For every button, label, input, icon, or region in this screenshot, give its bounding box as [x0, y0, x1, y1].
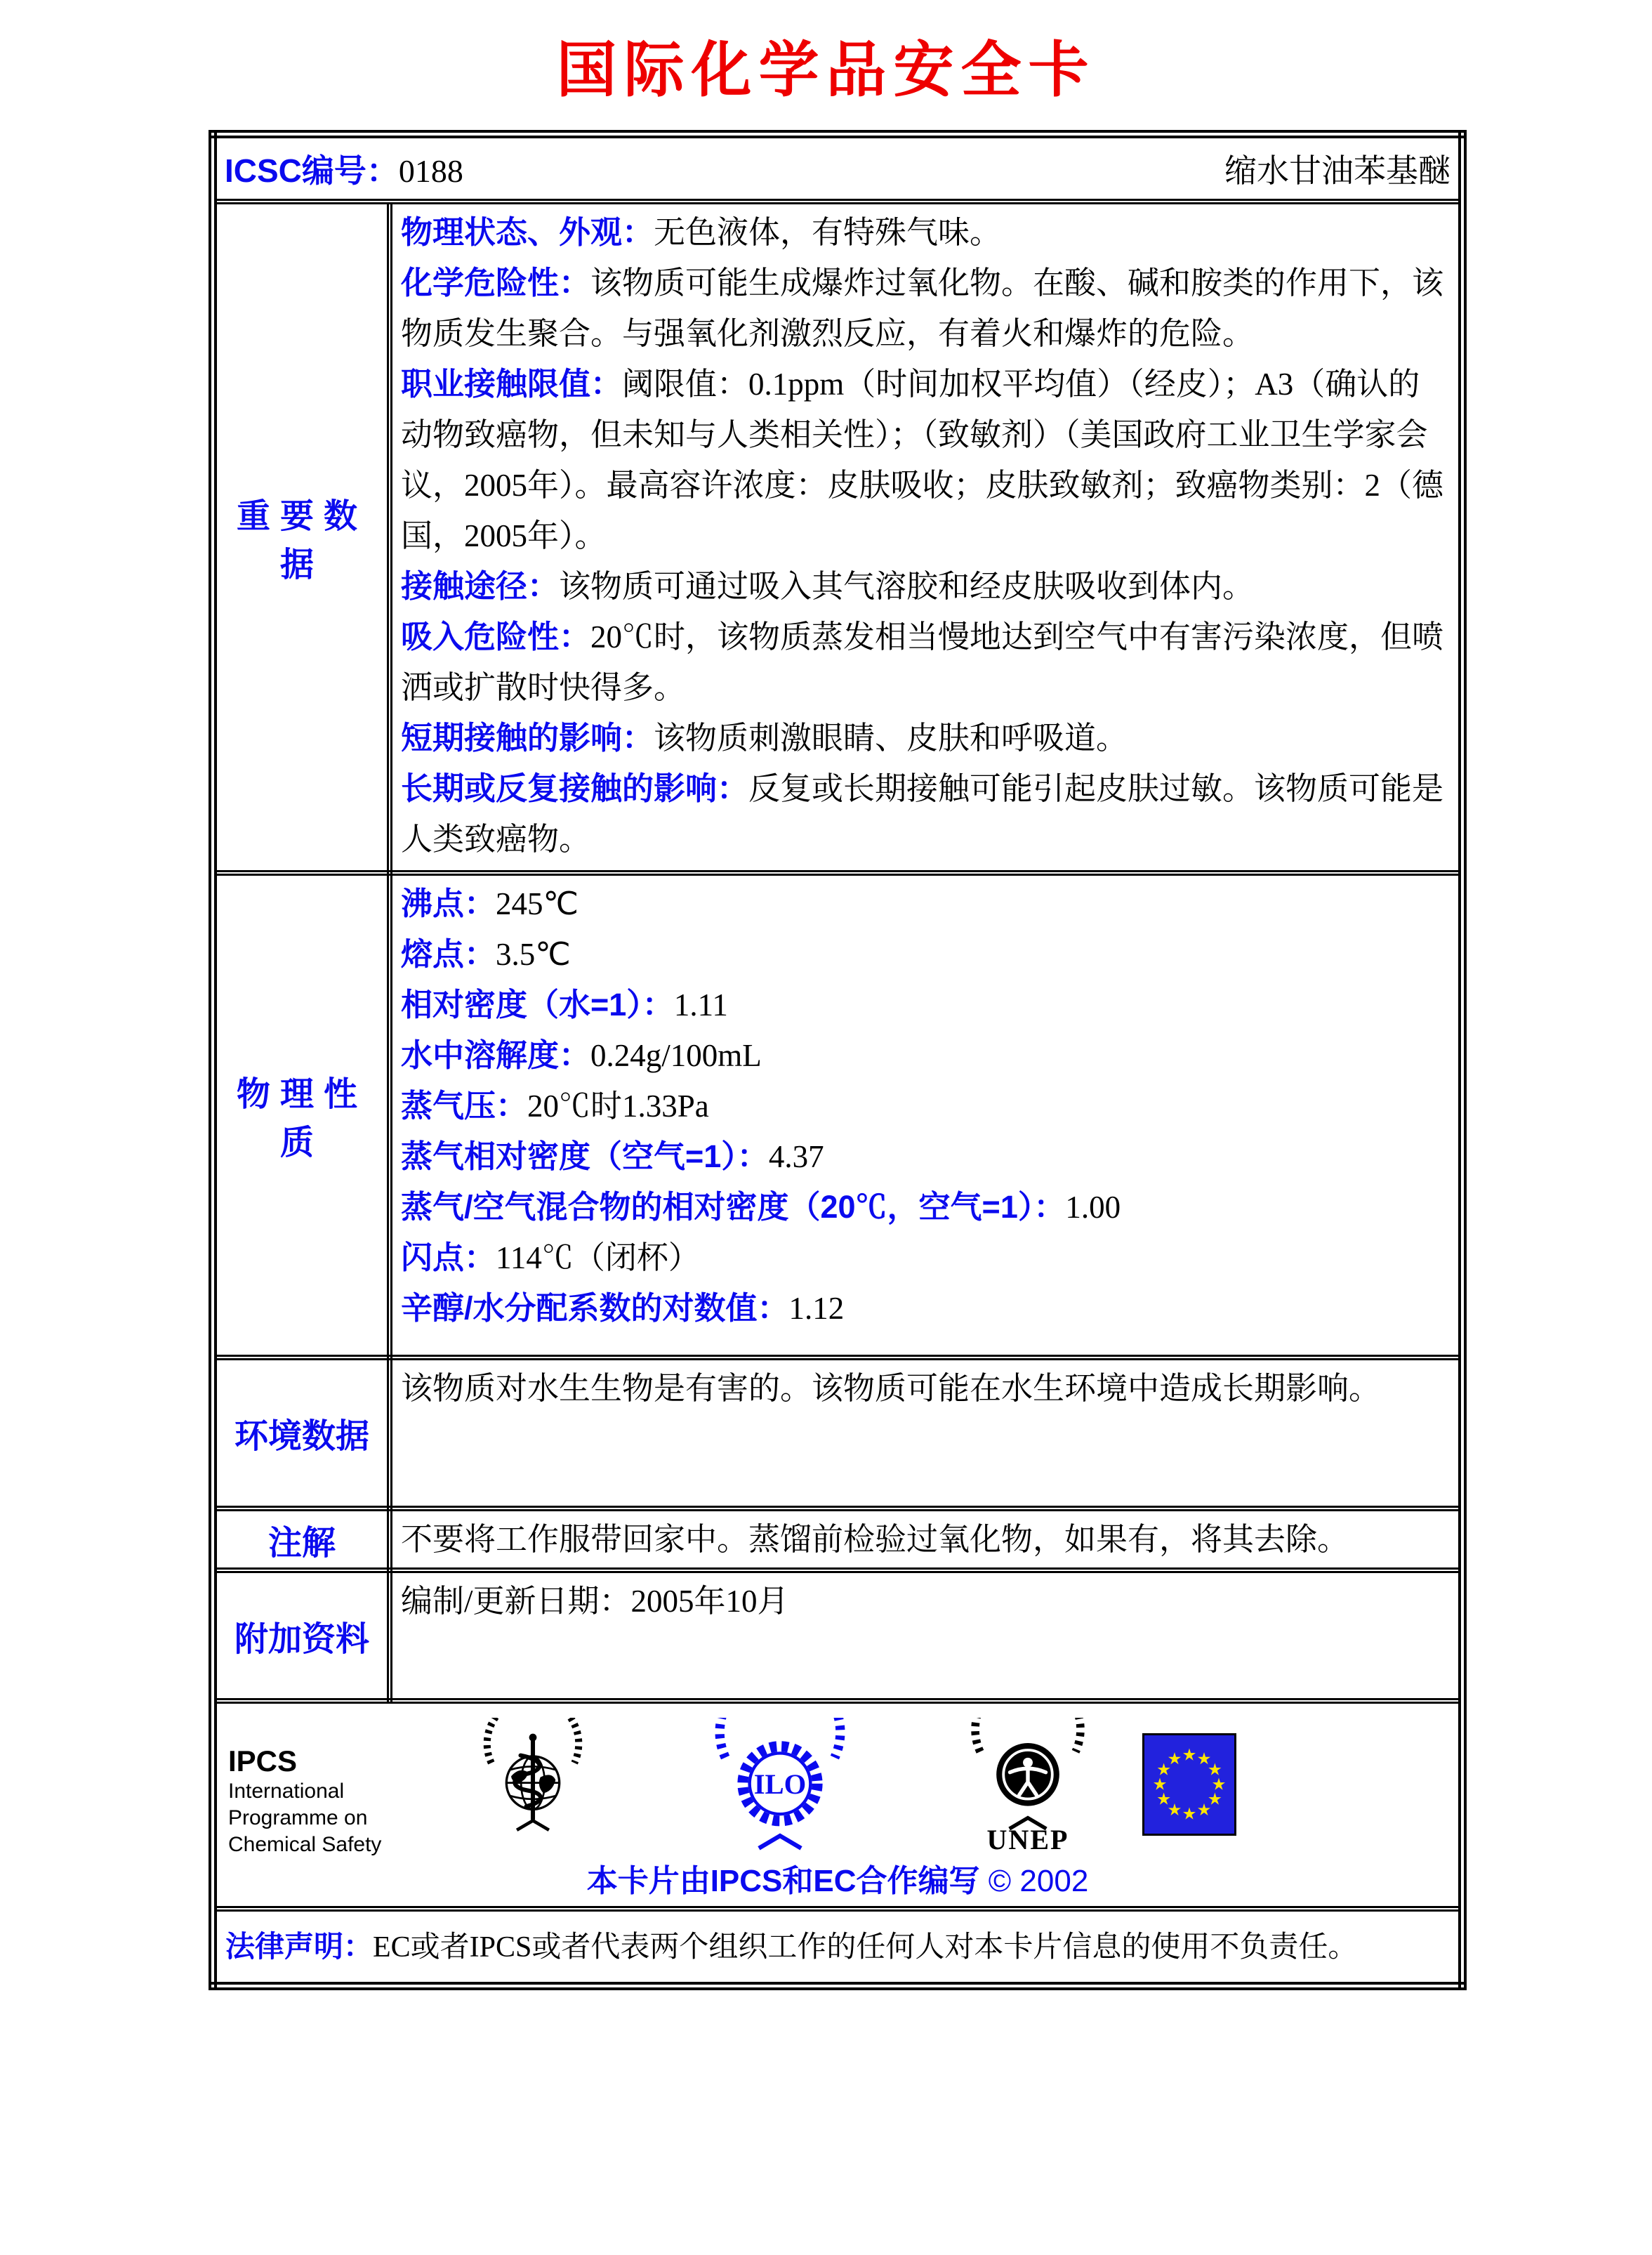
environment-text: 该物质对水生生物是有害的。该物质可能在水生环境中造成长期影响。 — [401, 1371, 1381, 1406]
ipcs-logos-row — [213, 1701, 1462, 1909]
page-title: 国际化学品安全卡 — [556, 37, 1096, 104]
copyright-text: 本卡片由IPCS和EC合作编写 — [586, 1864, 980, 1898]
section-label-additional: 附加资料 — [213, 1570, 390, 1701]
additional-info-text: 编制/更新日期：2005年10月 — [401, 1584, 789, 1619]
copyright-line — [217, 1855, 1458, 1900]
important-data-content — [390, 202, 1462, 873]
ilo-letters: ILO — [753, 1768, 807, 1800]
eu-flag — [1142, 1733, 1236, 1836]
unep-logo — [968, 1718, 1088, 1830]
legal-label: 法律声明： — [225, 1929, 374, 1963]
legal-text: EC或者IPCS或者代表两个组织工作的任何人对本卡片信息的使用不负责任。 — [373, 1931, 1358, 1964]
header-cell — [213, 134, 1462, 202]
prop-vapor-density: 蒸气相对密度（空气=1）：4.37 — [401, 1138, 824, 1174]
prop-melting-point: 熔点：3.5℃ — [401, 936, 571, 972]
section-label-notes: 注解 — [213, 1508, 390, 1570]
physical-properties-content — [390, 873, 1462, 1357]
prop-boiling-point: 沸点：245℃ — [401, 886, 579, 921]
unep-block — [968, 1718, 1088, 1854]
additional-info-content — [390, 1570, 1462, 1701]
ipcs-line-1: International — [228, 1780, 345, 1803]
unep-label: UNEP — [986, 1824, 1069, 1855]
environmental-data-row — [213, 1357, 1462, 1508]
physical-properties-row — [213, 873, 1462, 1357]
icsc-number — [225, 145, 463, 192]
fact-inhalation-risk: 吸入危险性：20℃时，该物质蒸发相当慢地达到空气中有害污染浓度，但喷洒或扩散时快得多。 — [401, 619, 1444, 705]
prop-water-solubility: 水中溶解度：0.24g/100mL — [401, 1037, 762, 1073]
ipcs-text-block — [228, 1718, 416, 1858]
icsc-table — [209, 130, 1467, 1990]
fact-occupational-limits: 职业接触限值：阈限值：0.1ppm（时间加权平均值）（经皮）；A3（确认的动物致癌物，但未知与人类相关性）；（致敏剂）（美国政府工业卫生学家会议，2005年）。最高容许浓度：皮肤吸收；皮肤致敏剂；致癌物类别：2（德国，2005年）。 — [401, 366, 1444, 553]
notes-content: 不要将工作服带回家中。蒸馏前检验过氧化物，如果有，将其去除。 — [390, 1508, 1462, 1570]
prop-relative-density: 相对密度（水=1）：1.11 — [401, 987, 728, 1023]
additional-info-row — [213, 1570, 1462, 1701]
fact-short-term-effects: 短期接触的影响：该物质刺激眼睛、皮肤和呼吸道。 — [401, 720, 1128, 756]
environmental-data-content — [390, 1357, 1462, 1508]
fact-exposure-routes: 接触途径：该物质可通过吸入其气溶胶和经皮肤吸收到体内。 — [401, 568, 1255, 604]
ilo-logo — [710, 1718, 850, 1858]
prop-flash-point: 闪点：114℃（闭杯） — [401, 1240, 700, 1275]
ipcs-title: IPCS — [228, 1744, 298, 1777]
notes-row — [213, 1508, 1462, 1570]
icsc-number-label: ICSC编号： — [225, 152, 399, 189]
copyright-year: © 2002 — [988, 1864, 1089, 1898]
prop-vapor-pressure: 蒸气压：20℃时1.33Pa — [401, 1088, 709, 1124]
who-logo — [481, 1718, 585, 1855]
ipcs-line-3: Chemical Safety — [228, 1833, 382, 1856]
section-label-important: 重要数据 — [213, 202, 390, 873]
fact-chemical-danger: 化学危险性：该物质可能生成爆炸过氧化物。在酸、碱和胺类的作用下，该物质发生聚合。与强氧化剂激烈反应，有着火和爆炸的危险。 — [401, 265, 1444, 351]
ipcs-logos-cell — [213, 1701, 1462, 1909]
prop-vapor-air-density: 蒸气/空气混合物的相对密度（20℃，空气=1）：1.00 — [401, 1189, 1121, 1225]
fact-physical-state: 物理状态、外观：无色液体，有特殊气味。 — [401, 214, 1002, 250]
legal-row — [213, 1909, 1462, 1986]
icsc-number-value: 0188 — [398, 153, 463, 189]
important-data-row — [213, 202, 1462, 873]
prop-log-pow: 辛醇/水分配系数的对数值：1.12 — [401, 1290, 845, 1326]
section-label-physical: 物理性质 — [213, 873, 390, 1357]
header-row — [213, 134, 1462, 202]
fact-long-term-effects: 长期或反复接触的影响：反复或长期接触可能引起皮肤过敏。该物质可能是人类致癌物。 — [401, 770, 1444, 857]
chemical-name: 缩水甘油苯基醚 — [1224, 153, 1451, 189]
legal-cell — [213, 1909, 1462, 1986]
ipcs-line-2: Programme on — [228, 1806, 368, 1829]
section-label-environment: 环境数据 — [213, 1357, 390, 1508]
